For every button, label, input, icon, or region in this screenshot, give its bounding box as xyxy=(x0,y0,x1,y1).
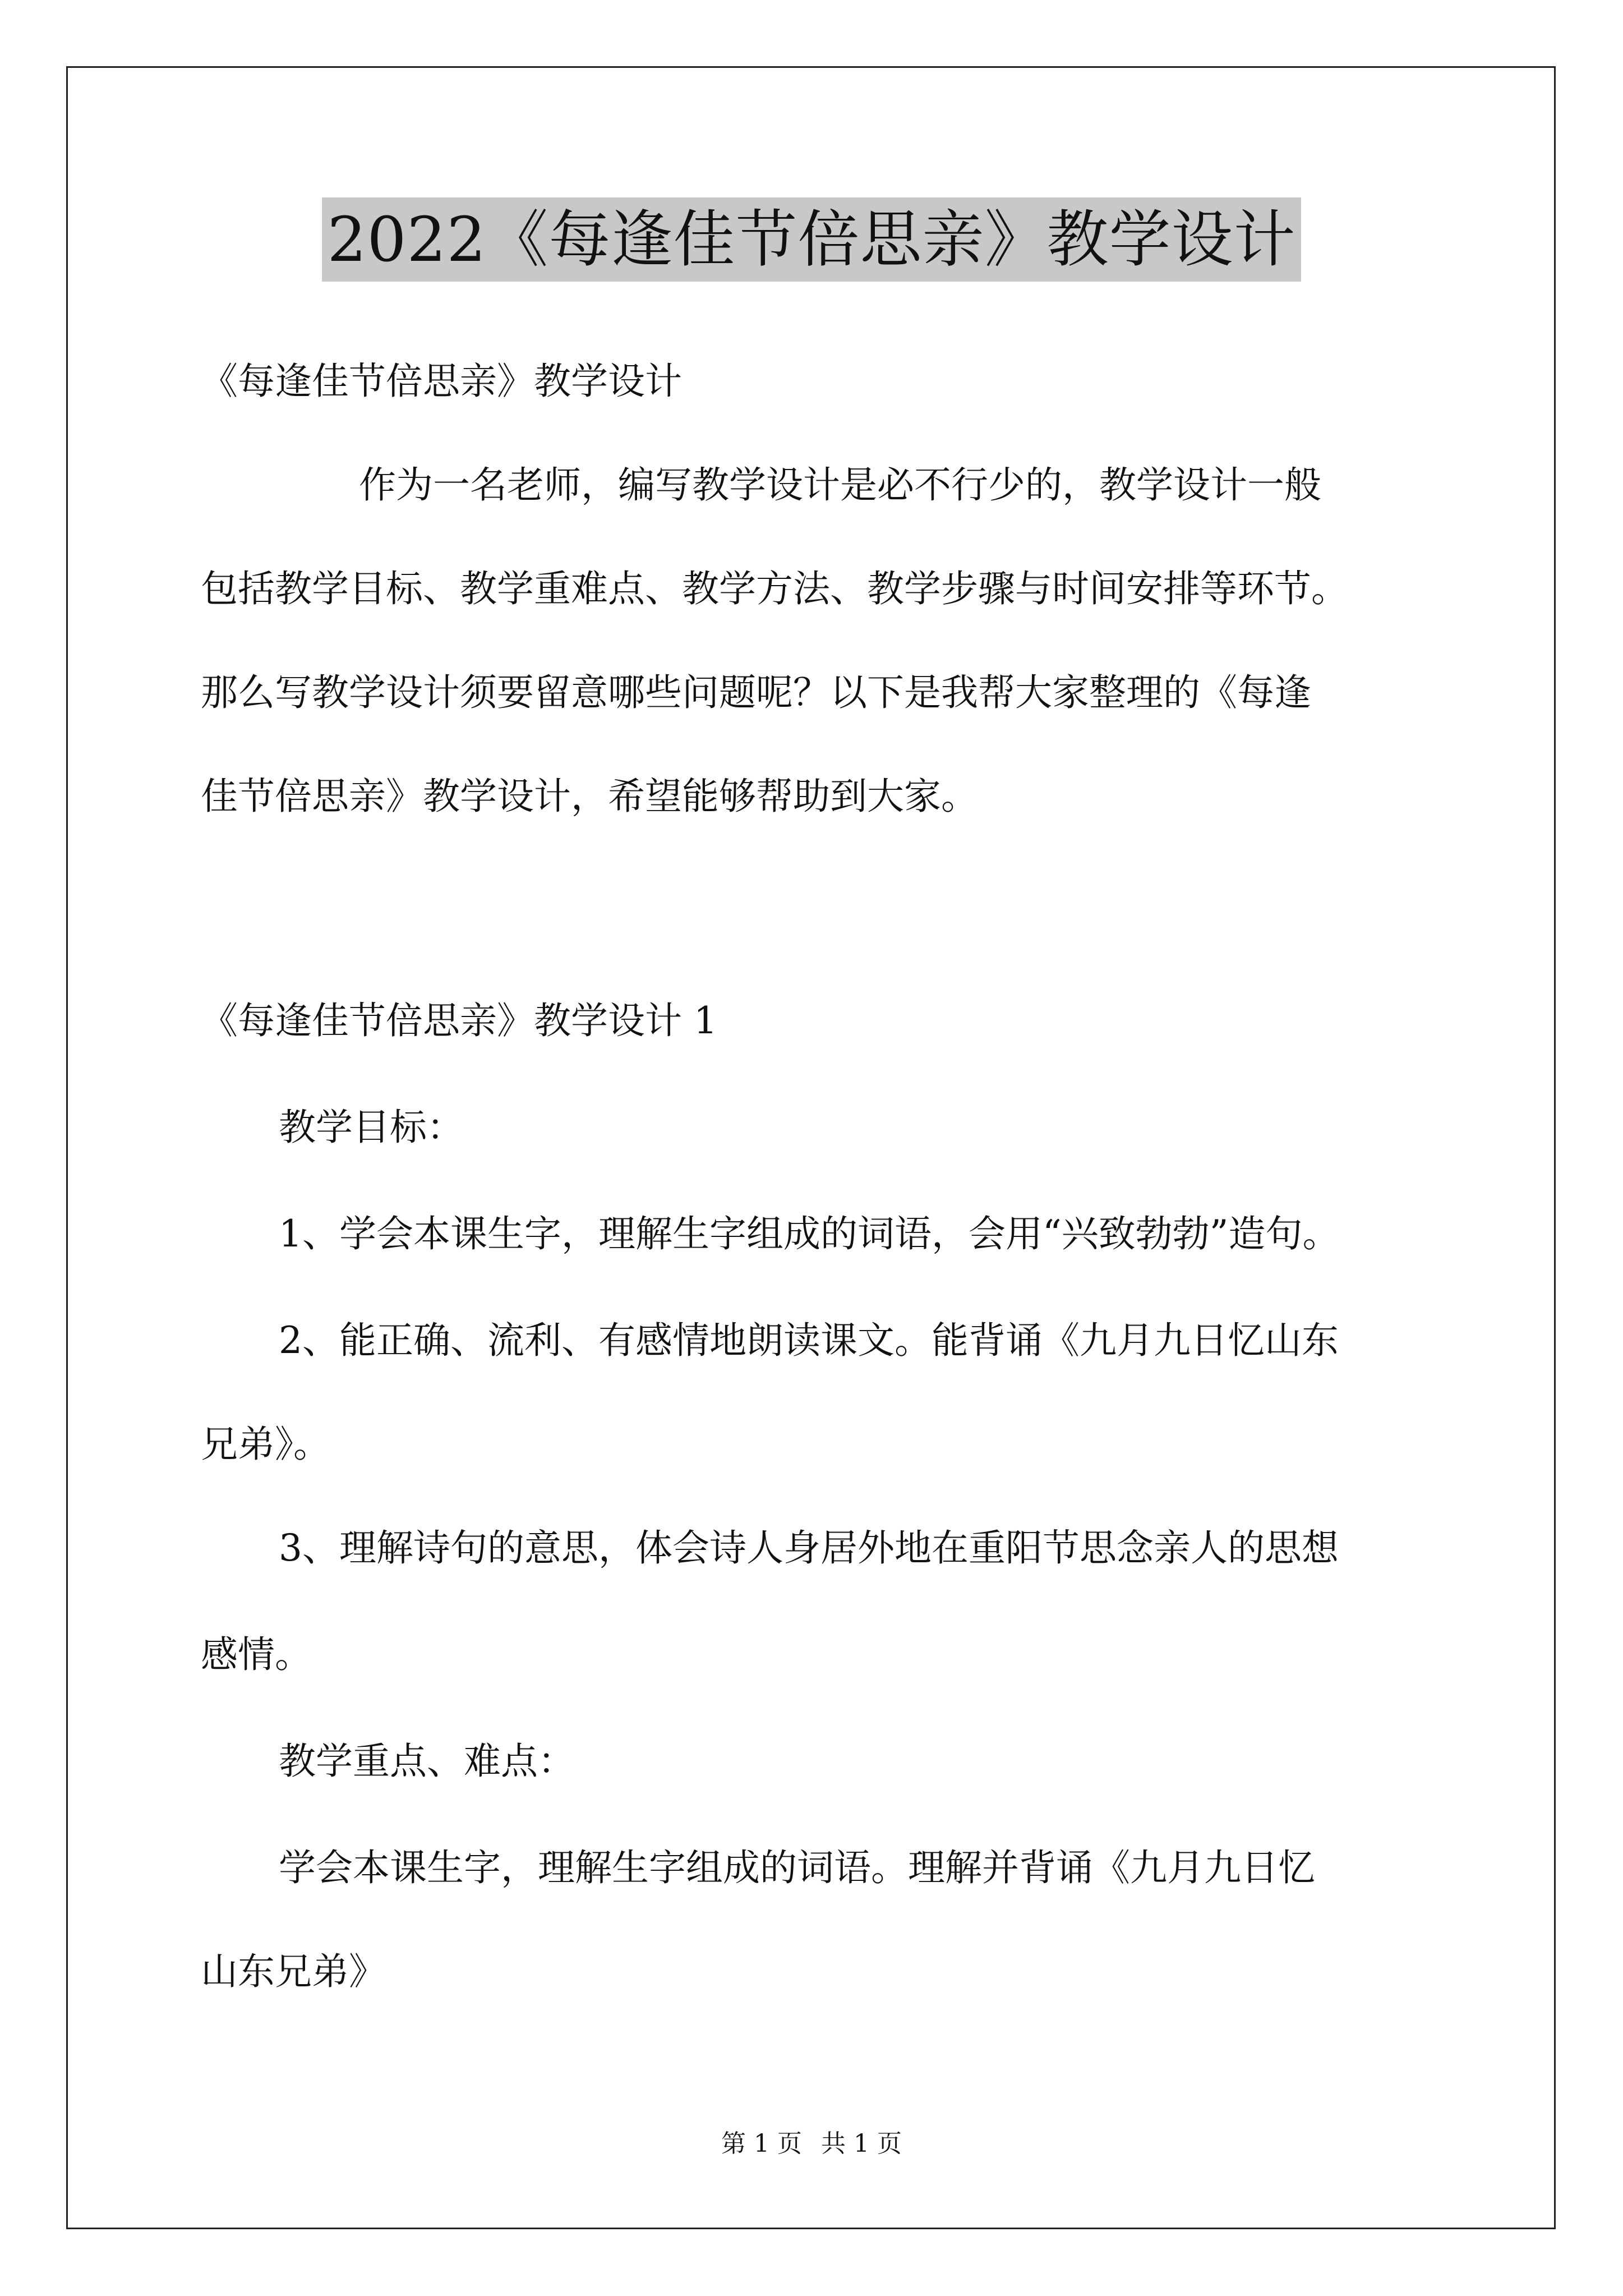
text-line-4: 那么写教学设计须要留意哪些问题呢？以下是我帮大家整理的《每逢 xyxy=(201,671,1311,714)
page-footer xyxy=(0,2127,1623,2161)
page-total: 共 1 页 xyxy=(821,2129,902,2158)
text-line-6: 《每逢佳节倍思亲》教学设计 1 xyxy=(201,999,717,1042)
text-line-10: 兄弟》。 xyxy=(201,1423,330,1466)
document-title xyxy=(0,197,1623,282)
text-line-8: 1、学会本课生字，理解生字组成的词语，会用“兴致勃勃”造句。 xyxy=(279,1212,1340,1255)
text-line-2: 作为一名老师，编写教学设计是必不行少的，教学设计一般 xyxy=(359,463,1321,507)
text-line-13: 教学重点、难点： xyxy=(279,1740,575,1783)
text-line-7: 教学目标： xyxy=(279,1106,464,1149)
text-line-9: 2、能正确、流利、有感情地朗读课文。能背诵《九月九日忆山东 xyxy=(279,1319,1339,1362)
text-line-3: 包括教学目标、教学重难点、教学方法、教学步骤与时间安排等环节。 xyxy=(201,567,1348,610)
text-line-1: 《每逢佳节倍思亲》教学设计 xyxy=(201,360,682,403)
text-line-11: 3、理解诗句的意思，体会诗人身居外地在重阳节思念亲人的思想 xyxy=(279,1526,1339,1570)
page-number: 第 1 页 xyxy=(721,2129,802,2158)
text-line-5: 佳节倍思亲》教学设计，希望能够帮助到大家。 xyxy=(201,775,978,818)
text-line-14: 学会本课生字，理解生字组成的词语。理解并背诵《九月九日忆 xyxy=(279,1846,1315,1889)
text-line-12: 感情。 xyxy=(201,1633,312,1676)
document-title-text: 2022《每逢佳节倍思亲》教学设计 xyxy=(322,197,1302,282)
text-line-15: 山东兄弟》 xyxy=(201,1950,386,1993)
